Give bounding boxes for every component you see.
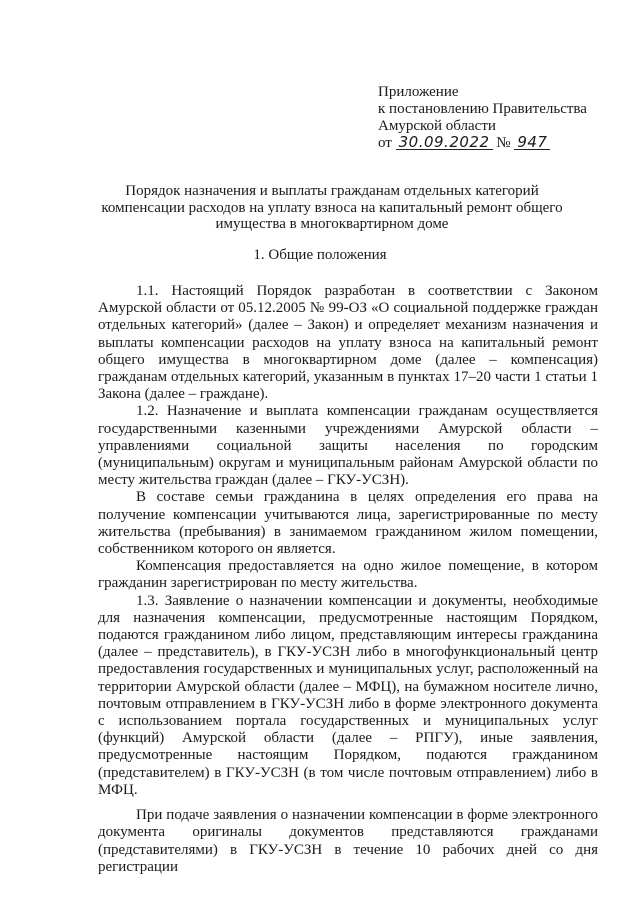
- number-label: №: [496, 135, 511, 151]
- section-heading: 1. Общие положения: [253, 247, 387, 263]
- appendix-block: [378, 84, 587, 152]
- paragraph-electronic: При подаче заявления о назначении компенсации в форме электронного документа оригиналы документов представляются гражданами (представителями) в ГКУ-УСЗН в течение 10 рабочих дней со дня регистрации: [98, 807, 598, 875]
- document-title: Порядок назначения и выплаты гражданам отдельных категорий компенсации расходов на уплату взноса на капитальный ремонт общего имущества в многоквартирном доме: [101, 183, 563, 232]
- paragraph-1-3: 1.3. Заявление о назначении компенсации и документы, необходимые для назначения компенсации, предусмотренные настоящим Порядком, подаются гражданином либо лицом, представляющим интересы гражданина (далее – представитель), в ГКУ-УСЗН либо в многофункциональный центр предоставления государственных и муниципальных услуг, расположенный на территории Амурской области (далее – МФЦ), на бумажном носителе лично, почтовым отправлением в ГКУ-УСЗН либо в форме электронного документа с использованием портала государственных и муниципальных услуг (функций) Амурской области (далее – РПГУ), иные заявления, предусмотренные настоящим Порядком, подаются гражданином (представителем) в ГКУ-УСЗН (в том числе почтовым отправлением) либо в МФЦ.: [98, 592, 598, 798]
- appendix-line-2: к постановлению Правительства: [378, 101, 587, 117]
- appendix-line-1: Приложение: [378, 84, 459, 100]
- handwritten-number: 947: [514, 135, 550, 150]
- paragraph-1-1: 1.1. Настоящий Порядок разработан в соответствии с Законом Амурской области от 05.12.2005 № 99-ОЗ «О социальной поддержке граждан отдельных категорий» (далее – Закон) и определяет механизм назначения и выплаты компенсации расходов на уплату взноса на капитальный ремонт общего имущества в многоквартирном доме (далее – компенсация) гражданам отдельных категорий, указанным в пунктах 17–20 части 1 статьи 1 Закона (далее – граждане).: [98, 283, 598, 403]
- paragraph-family: В составе семьи гражданина в целях определения его права на получение компенсации учитываются лица, зарегистрированные по месту жительства (пребывания) в занимаемом гражданином жилом помещении, собственником которого он является.: [98, 489, 598, 558]
- from-label: от: [378, 135, 392, 151]
- document-body: [98, 283, 598, 876]
- appendix-line-3: Амурской области: [378, 118, 496, 134]
- paragraph-one-dwelling: Компенсация предоставляется на одно жилое помещение, в котором гражданин зарегистрирован по месту жительства.: [98, 558, 598, 592]
- paragraph-1-2: 1.2. Назначение и выплата компенсации гражданам осуществляется государственными казенными учреждениями Амурской области – управлениями социальной защиты населения по городским (муниципальным) округам и муниципальным районам Амурской области по месту жительства граждан (далее – ГКУ-УСЗН).: [98, 403, 598, 489]
- appendix-date-line: [378, 135, 587, 152]
- handwritten-date: 30.09.2022: [396, 135, 493, 150]
